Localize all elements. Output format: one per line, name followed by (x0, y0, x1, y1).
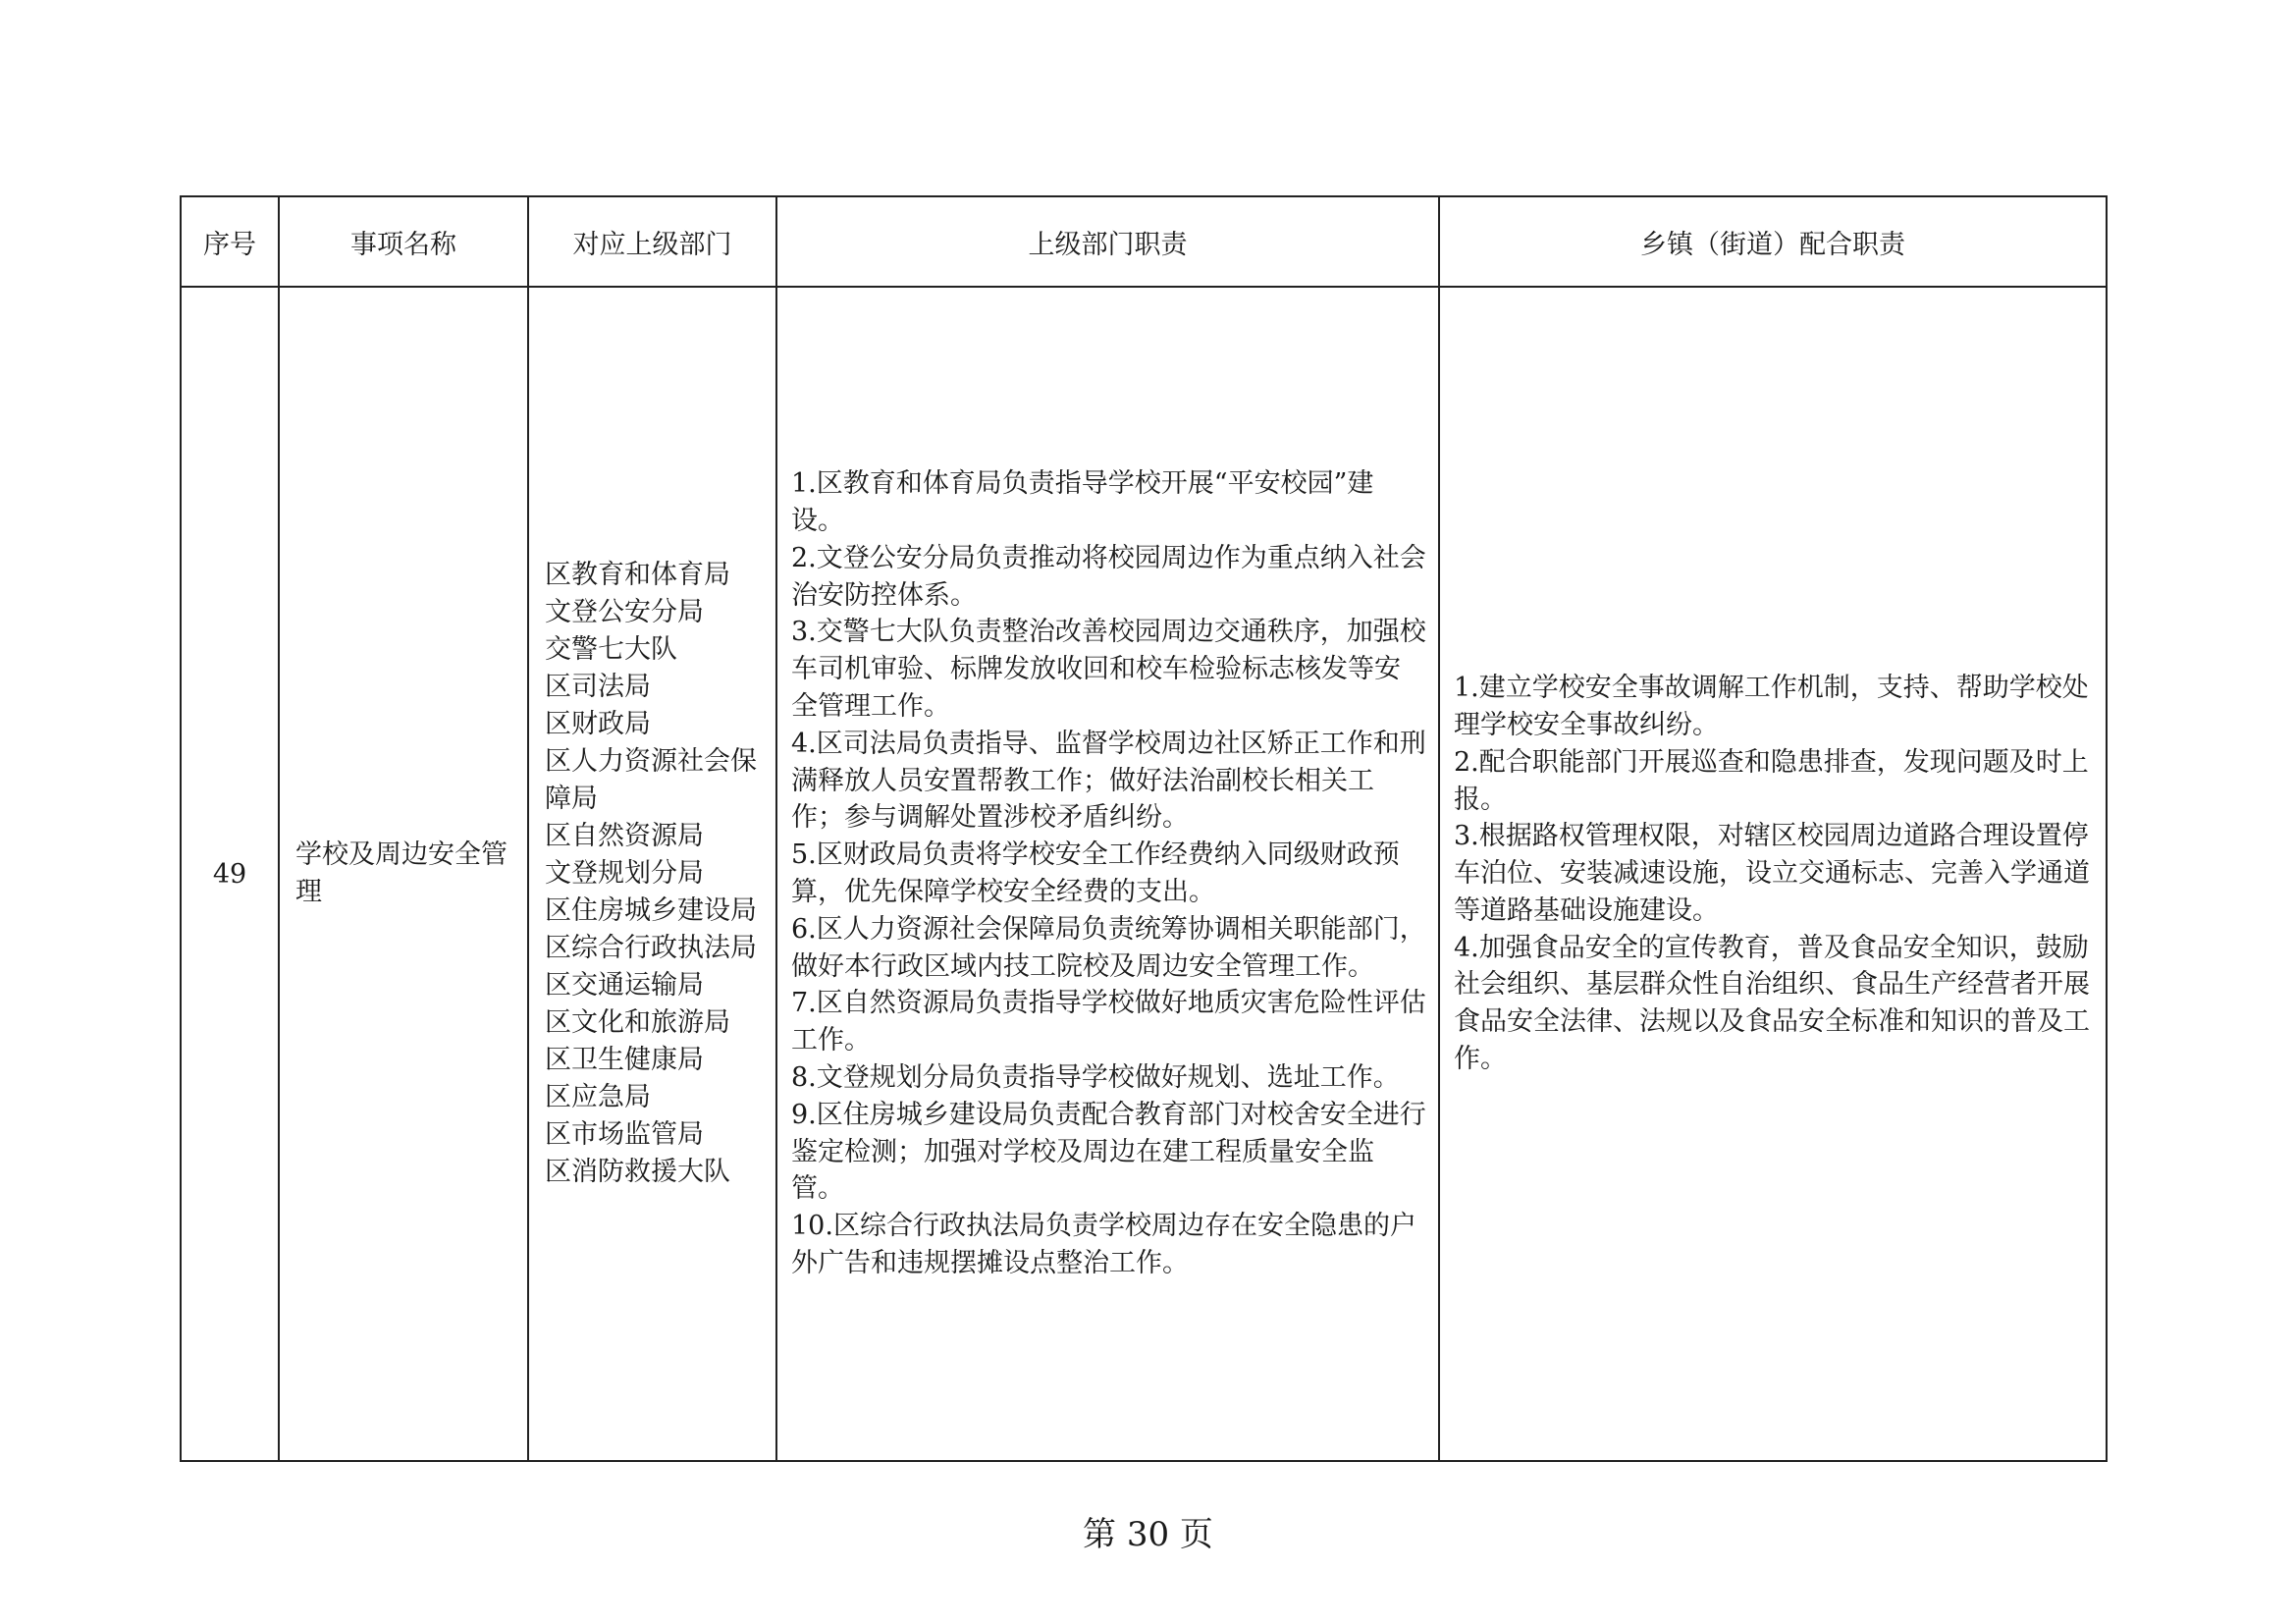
department-item: 区交通运输局 (545, 970, 704, 1001)
upper-duty-item: 6.区人力资源社会保障局负责统筹协调相关职能部门，做好本行政区域内技工院校及周边安全管理工作。 (791, 913, 1426, 982)
department-item: 交警七大队 (545, 634, 677, 665)
upper-duty-item: 3.交警七大队负责整治改善校园周边交通秩序，加强校车司机审验、标牌发放收回和校车检验标志核发等安全管理工作。 (791, 617, 1426, 723)
page-number: 第 30 页 (1083, 1515, 1213, 1554)
upper-duty-item: 8.文登规划分局负责指导学校做好规划、选址工作。 (791, 1061, 1400, 1093)
department-item: 区财政局 (545, 709, 651, 739)
department-item: 区卫生健康局 (545, 1045, 704, 1075)
header-dept: 对应上级部门 (528, 196, 776, 287)
row-town-duties (1439, 287, 2107, 1461)
town-duty-item: 2.配合职能部门开展巡查和隐患排查，发现问题及时上报。 (1454, 746, 2089, 815)
department-list (545, 557, 764, 1191)
upper-duty-item: 1.区教育和体育局负责指导学校开展“平安校园”建设。 (791, 468, 1374, 537)
town-duty-item: 4.加强食品安全的宣传教育，普及食品安全知识，鼓励社会组织、基层群众性自治组织、食品生产经营者开展食品安全法律、法规以及食品安全标准和知识的普及工作。 (1454, 932, 2090, 1075)
row-upper-duties (776, 287, 1439, 1461)
town-duty-item: 1.建立学校安全事故调解工作机制，支持、帮助学校处理学校安全事故纠纷。 (1454, 673, 2089, 740)
department-item: 文登规划分局 (545, 858, 704, 889)
department-item: 区自然资源局 (545, 821, 704, 851)
department-item: 区应急局 (545, 1082, 651, 1112)
row-item-name: 学校及周边安全管理 (279, 287, 528, 1461)
upper-duty-item: 2.文登公安分局负责推动将校园周边作为重点纳入社会治安防控体系。 (791, 542, 1426, 611)
header-row (181, 196, 2107, 287)
upper-duty-item: 4.区司法局负责指导、监督学校周边社区矫正工作和刑满释放人员安置帮教工作；做好法治副校长相关工作；参与调解处置涉校矛盾纠纷。 (791, 728, 1426, 834)
upper-duty-item: 10.区综合行政执法局负责学校周边存在安全隐患的户外广告和违规摆摊设点整治工作。 (791, 1211, 1416, 1278)
department-item: 区司法局 (545, 672, 651, 702)
table-row (181, 287, 2107, 1461)
department-item: 区住房城乡建设局 (545, 895, 757, 926)
department-item: 区市场监管局 (545, 1119, 704, 1150)
department-item: 区文化和旅游局 (545, 1007, 730, 1038)
upper-duty-item: 9.区住房城乡建设局负责配合教育部门对校舍安全进行鉴定检测；加强对学校及周边在建工程质量安全监管。 (791, 1099, 1426, 1205)
header-town-duties: 乡镇（街道）配合职责 (1439, 196, 2107, 287)
row-departments (528, 287, 776, 1461)
upper-duty-item: 7.区自然资源局负责指导学校做好地质灾害危险性评估工作。 (791, 988, 1426, 1056)
department-item: 区消防救援大队 (545, 1157, 730, 1187)
row-seq: 49 (181, 287, 279, 1461)
town-duty-list (1454, 670, 2094, 1078)
header-seq: 序号 (181, 196, 279, 287)
header-upper-duties: 上级部门职责 (776, 196, 1439, 287)
upper-duty-item: 5.区财政局负责将学校安全工作经费纳入同级财政预算，优先保障学校安全经费的支出。 (791, 839, 1400, 907)
header-item-name: 事项名称 (279, 196, 528, 287)
department-item: 区教育和体育局 (545, 560, 730, 590)
department-item: 文登公安分局 (545, 597, 704, 627)
upper-duty-list (791, 465, 1426, 1282)
town-duty-item: 3.根据路权管理权限，对辖区校园周边道路合理设置停车泊位、安装减速设施，设立交通标志、完善入学通道等道路基础设施建设。 (1454, 821, 2090, 926)
department-item: 区综合行政执法局 (545, 933, 757, 963)
responsibility-table (180, 195, 2108, 1462)
department-item: 区人力资源社会保障局 (545, 746, 757, 814)
